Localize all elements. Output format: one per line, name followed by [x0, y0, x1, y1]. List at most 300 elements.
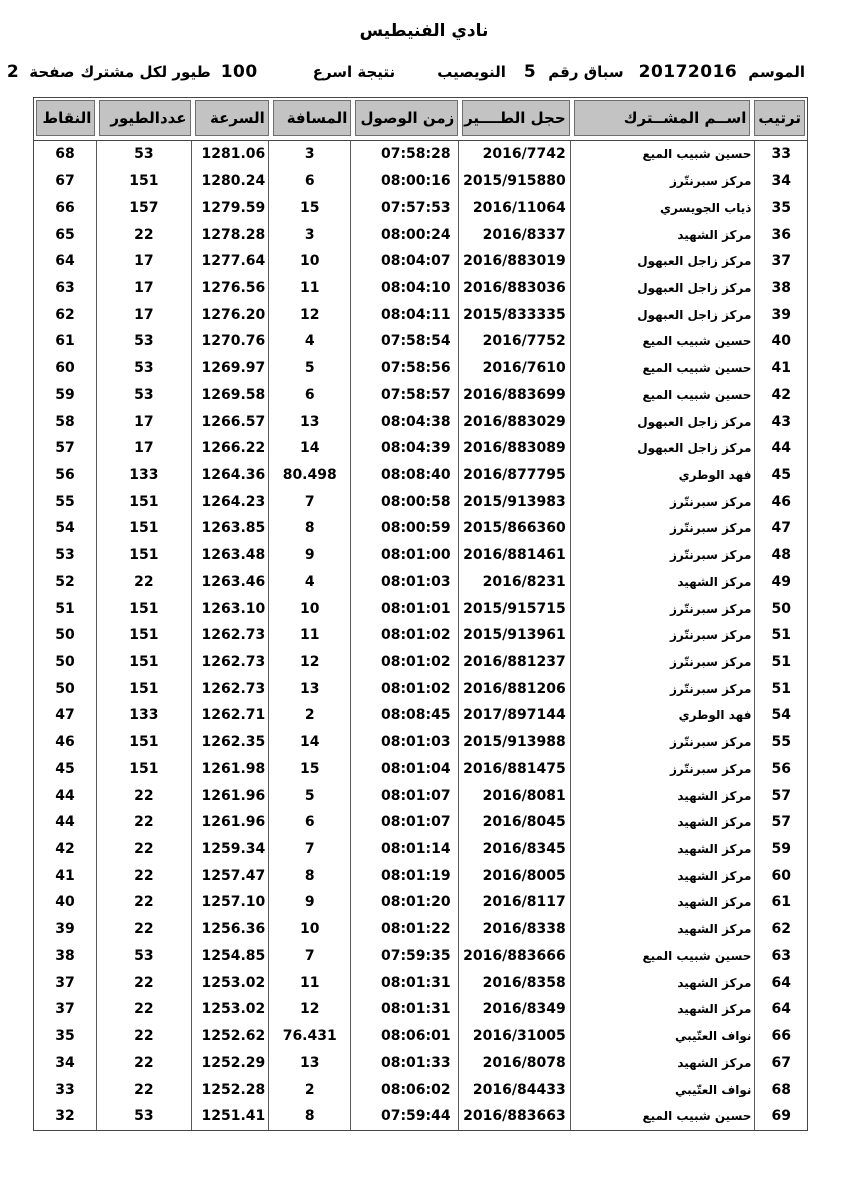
- cell-time: 08:01:19: [350, 862, 457, 889]
- cell-points: 45: [55, 760, 75, 777]
- cell-ring: 2015/833335: [458, 301, 570, 328]
- cell-speed: 1266.22: [191, 435, 268, 462]
- cell-speed: 1251.41: [191, 1103, 268, 1130]
- cell-name: مركز الشهيد: [570, 1049, 755, 1076]
- cell-rank: 33: [754, 141, 807, 168]
- cell-time: 08:08:45: [350, 702, 457, 729]
- table-row: [34, 1076, 807, 1103]
- cell-points: 34: [55, 1054, 75, 1071]
- cell-ring: 2016/883663: [458, 1103, 570, 1130]
- cell-speed: 1262.35: [191, 729, 268, 756]
- cell-ring: 2016/883699: [458, 381, 570, 408]
- cell-points: 62: [55, 306, 75, 323]
- cell-speed: 1270.76: [191, 328, 268, 355]
- cell-rank: 64: [754, 969, 807, 996]
- cell-birds: 22: [96, 809, 191, 836]
- cell-name: مركز الشهيد: [570, 221, 755, 248]
- cell-birds: 22: [96, 221, 191, 248]
- table-row: [34, 916, 807, 943]
- cell-distance: 8: [268, 1103, 350, 1130]
- cell-name: مركز الشهيد: [570, 569, 755, 596]
- table-row: [34, 462, 807, 489]
- table-row: [34, 301, 807, 328]
- cell-time: 07:57:53: [350, 194, 457, 221]
- cell-rank: 59: [754, 836, 807, 863]
- cell-birds: 22: [96, 1023, 191, 1050]
- cell-ring: 2016/8337: [458, 221, 570, 248]
- cell-distance: 13: [268, 408, 350, 435]
- cell-rank: 62: [754, 916, 807, 943]
- cell-ring: 2016/881237: [458, 649, 570, 676]
- cell-name: مركز سبرنتّرز: [570, 515, 755, 542]
- cell-ring: 2016/7742: [458, 141, 570, 168]
- race-number-value: 5: [523, 62, 537, 82]
- cell-time: 08:00:58: [350, 488, 457, 515]
- cell-speed: 1266.57: [191, 408, 268, 435]
- cell-points: 44: [55, 787, 75, 804]
- cell-distance: 14: [268, 729, 350, 756]
- table-row: [34, 194, 807, 221]
- cell-name: مركز سبرنتّرز: [570, 649, 755, 676]
- cell-name: مركز الشهيد: [570, 782, 755, 809]
- cell-speed: 1281.06: [191, 141, 268, 168]
- cell-ring: 2016/11064: [458, 194, 570, 221]
- cell-rank: 42: [754, 381, 807, 408]
- cell-name: مركز الشهيد: [570, 996, 755, 1023]
- race-location: النويصيب: [437, 63, 506, 81]
- cell-birds: 151: [96, 622, 191, 649]
- cell-time: 08:08:40: [350, 462, 457, 489]
- cell-distance: 9: [268, 542, 350, 569]
- cell-birds: 53: [96, 381, 191, 408]
- cell-name: مركز زاجل العبهول: [570, 248, 755, 275]
- cell-birds: 53: [96, 141, 191, 168]
- cell-speed: 1262.73: [191, 622, 268, 649]
- cell-time: 08:01:00: [350, 542, 457, 569]
- cell-distance: 7: [268, 943, 350, 970]
- column-header-time: زمن الوصول: [355, 100, 458, 136]
- cell-time: 08:06:02: [350, 1076, 457, 1103]
- cell-name: حسين شبيب الميع: [570, 381, 755, 408]
- cell-rank: 56: [754, 756, 807, 783]
- cell-time: 08:01:02: [350, 649, 457, 676]
- table-body: [33, 141, 808, 1131]
- column-header-birds: عددالطيور: [99, 100, 190, 136]
- table-row: [34, 435, 807, 462]
- cell-time: 08:04:10: [350, 275, 457, 302]
- cell-ring: 2015/866360: [458, 515, 570, 542]
- table-row: [34, 221, 807, 248]
- cell-speed: 1269.97: [191, 355, 268, 382]
- cell-name: فهد الوطري: [570, 462, 755, 489]
- cell-rank: 54: [754, 702, 807, 729]
- cell-rank: 44: [754, 435, 807, 462]
- cell-speed: 1261.96: [191, 809, 268, 836]
- cell-name: مركز الشهيد: [570, 889, 755, 916]
- cell-points: 50: [55, 680, 75, 697]
- race-info-line: [6, 62, 805, 82]
- cell-name: مركز سبرنتّرز: [570, 675, 755, 702]
- cell-points: 46: [55, 734, 75, 751]
- cell-name: حسين شبيب الميع: [570, 943, 755, 970]
- cell-points: 68: [55, 146, 75, 163]
- cell-time: 07:58:54: [350, 328, 457, 355]
- cell-speed: 1278.28: [191, 221, 268, 248]
- page-number: 2: [6, 62, 20, 82]
- cell-points: 32: [55, 1108, 75, 1125]
- cell-ring: 2016/8081: [458, 782, 570, 809]
- cell-time: 08:04:39: [350, 435, 457, 462]
- cell-time: 07:58:57: [350, 381, 457, 408]
- table-row: [34, 275, 807, 302]
- table-row: [34, 996, 807, 1023]
- table-row: [34, 595, 807, 622]
- cell-ring: 2016/7610: [458, 355, 570, 382]
- cell-points: 50: [55, 654, 75, 671]
- cell-speed: 1279.59: [191, 194, 268, 221]
- cell-speed: 1262.71: [191, 702, 268, 729]
- cell-ring: 2016/8005: [458, 862, 570, 889]
- cell-name: مركز زاجل العبهول: [570, 301, 755, 328]
- cell-ring: 2016/883019: [458, 248, 570, 275]
- cell-rank: 50: [754, 595, 807, 622]
- cell-time: 08:01:20: [350, 889, 457, 916]
- cell-distance: 80.498: [268, 462, 350, 489]
- cell-speed: 1252.62: [191, 1023, 268, 1050]
- cell-points: 64: [55, 253, 75, 270]
- cell-rank: 63: [754, 943, 807, 970]
- cell-rank: 64: [754, 996, 807, 1023]
- cell-ring: 2016/881475: [458, 756, 570, 783]
- cell-distance: 15: [268, 194, 350, 221]
- cell-name: مركز سبرنتّرز: [570, 542, 755, 569]
- cell-points: 52: [55, 573, 75, 590]
- cell-birds: 22: [96, 569, 191, 596]
- per-participant-label: طيور لكل مشترك: [80, 63, 211, 81]
- cell-points: 56: [55, 466, 75, 483]
- cell-distance: 12: [268, 996, 350, 1023]
- cell-ring: 2016/84433: [458, 1076, 570, 1103]
- cell-speed: 1253.02: [191, 969, 268, 996]
- cell-name: مركز زاجل العبهول: [570, 408, 755, 435]
- cell-ring: 2015/913988: [458, 729, 570, 756]
- result-type-label: نتيجة اسرع: [312, 63, 396, 81]
- cell-points: 44: [55, 814, 75, 831]
- cell-distance: 8: [268, 515, 350, 542]
- season-label: الموسم: [748, 63, 805, 81]
- cell-distance: 7: [268, 488, 350, 515]
- cell-time: 08:04:07: [350, 248, 457, 275]
- cell-rank: 60: [754, 862, 807, 889]
- cell-distance: 12: [268, 649, 350, 676]
- cell-time: 08:01:14: [350, 836, 457, 863]
- cell-time: 08:01:03: [350, 729, 457, 756]
- cell-birds: 151: [96, 542, 191, 569]
- cell-birds: 22: [96, 996, 191, 1023]
- cell-points: 59: [55, 386, 75, 403]
- cell-birds: 17: [96, 301, 191, 328]
- cell-speed: 1259.34: [191, 836, 268, 863]
- cell-time: 08:01:02: [350, 675, 457, 702]
- cell-name: نواف العتّيبي: [570, 1076, 755, 1103]
- cell-speed: 1276.20: [191, 301, 268, 328]
- cell-distance: 4: [268, 328, 350, 355]
- cell-distance: 4: [268, 569, 350, 596]
- cell-speed: 1264.36: [191, 462, 268, 489]
- cell-distance: 10: [268, 595, 350, 622]
- cell-ring: 2016/8345: [458, 836, 570, 863]
- cell-rank: 40: [754, 328, 807, 355]
- cell-distance: 2: [268, 702, 350, 729]
- cell-ring: 2015/913961: [458, 622, 570, 649]
- cell-birds: 151: [96, 515, 191, 542]
- cell-ring: 2015/913983: [458, 488, 570, 515]
- cell-time: 07:59:35: [350, 943, 457, 970]
- cell-rank: 57: [754, 809, 807, 836]
- table-row: [34, 836, 807, 863]
- cell-ring: 2016/881206: [458, 675, 570, 702]
- cell-points: 40: [55, 894, 75, 911]
- cell-points: 60: [55, 360, 75, 377]
- cell-points: 51: [55, 600, 75, 617]
- cell-birds: 22: [96, 889, 191, 916]
- cell-birds: 53: [96, 943, 191, 970]
- cell-time: 08:01:07: [350, 809, 457, 836]
- cell-birds: 151: [96, 649, 191, 676]
- cell-rank: 66: [754, 1023, 807, 1050]
- results-table: [33, 97, 808, 1131]
- cell-name: مركز سبرنتّرز: [570, 756, 755, 783]
- cell-rank: 48: [754, 542, 807, 569]
- table-row: [34, 702, 807, 729]
- cell-rank: 51: [754, 622, 807, 649]
- cell-ring: 2016/883036: [458, 275, 570, 302]
- cell-ring: 2016/7752: [458, 328, 570, 355]
- cell-points: 63: [55, 279, 75, 296]
- cell-birds: 53: [96, 328, 191, 355]
- cell-points: 38: [55, 947, 75, 964]
- cell-distance: 13: [268, 1049, 350, 1076]
- table-row: [34, 809, 807, 836]
- cell-ring: 2016/8045: [458, 809, 570, 836]
- table-row: [34, 1103, 807, 1130]
- cell-birds: 17: [96, 248, 191, 275]
- cell-points: 39: [55, 921, 75, 938]
- cell-birds: 133: [96, 702, 191, 729]
- cell-ring: 2017/897144: [458, 702, 570, 729]
- cell-ring: 2016/8231: [458, 569, 570, 596]
- table-row: [34, 649, 807, 676]
- cell-distance: 11: [268, 969, 350, 996]
- cell-points: 67: [55, 173, 75, 190]
- cell-distance: 9: [268, 889, 350, 916]
- cell-rank: 43: [754, 408, 807, 435]
- cell-points: 35: [55, 1028, 75, 1045]
- table-row: [34, 1049, 807, 1076]
- cell-birds: 151: [96, 168, 191, 195]
- cell-points: 61: [55, 333, 75, 350]
- cell-birds: 53: [96, 1103, 191, 1130]
- cell-name: مركز زاجل العبهول: [570, 275, 755, 302]
- column-header-speed: السرعة: [195, 100, 269, 136]
- season-value: 20172016: [638, 62, 738, 82]
- cell-points: 33: [55, 1081, 75, 1098]
- table-header-row: [33, 97, 808, 141]
- cell-time: 07:58:56: [350, 355, 457, 382]
- cell-name: مركز الشهيد: [570, 809, 755, 836]
- cell-rank: 61: [754, 889, 807, 916]
- cell-points: 53: [55, 547, 75, 564]
- table-row: [34, 889, 807, 916]
- cell-distance: 8: [268, 862, 350, 889]
- cell-distance: 7: [268, 836, 350, 863]
- table-row: [34, 141, 807, 168]
- cell-rank: 41: [754, 355, 807, 382]
- cell-points: 57: [55, 440, 75, 457]
- table-row: [34, 381, 807, 408]
- cell-birds: 53: [96, 355, 191, 382]
- club-title: نادي الفنيطيس: [359, 21, 489, 41]
- table-row: [34, 355, 807, 382]
- cell-name: مركز الشهيد: [570, 862, 755, 889]
- table-row: [34, 542, 807, 569]
- cell-name: حسين شبيب الميع: [570, 328, 755, 355]
- cell-speed: 1263.85: [191, 515, 268, 542]
- table-row: [34, 248, 807, 275]
- cell-time: 08:01:03: [350, 569, 457, 596]
- cell-time: 08:01:01: [350, 595, 457, 622]
- table-row: [34, 1023, 807, 1050]
- cell-distance: 5: [268, 782, 350, 809]
- cell-rank: 34: [754, 168, 807, 195]
- cell-time: 08:00:24: [350, 221, 457, 248]
- cell-name: فهد الوطري: [570, 702, 755, 729]
- cell-speed: 1261.96: [191, 782, 268, 809]
- cell-time: 08:01:04: [350, 756, 457, 783]
- table-row: [34, 943, 807, 970]
- table-row: [34, 569, 807, 596]
- cell-rank: 46: [754, 488, 807, 515]
- table-row: [34, 862, 807, 889]
- cell-points: 65: [55, 226, 75, 243]
- cell-speed: 1252.29: [191, 1049, 268, 1076]
- cell-rank: 51: [754, 649, 807, 676]
- cell-distance: 10: [268, 916, 350, 943]
- cell-ring: 2016/8338: [458, 916, 570, 943]
- cell-time: 08:01:33: [350, 1049, 457, 1076]
- cell-speed: 1262.73: [191, 675, 268, 702]
- cell-name: حسين شبيب الميع: [570, 355, 755, 382]
- cell-distance: 14: [268, 435, 350, 462]
- cell-distance: 13: [268, 675, 350, 702]
- table-row: [34, 622, 807, 649]
- cell-name: مركز الشهيد: [570, 836, 755, 863]
- cell-distance: 3: [268, 141, 350, 168]
- cell-time: 08:04:11: [350, 301, 457, 328]
- cell-ring: 2016/8349: [458, 996, 570, 1023]
- cell-time: 08:01:07: [350, 782, 457, 809]
- cell-rank: 51: [754, 675, 807, 702]
- cell-birds: 22: [96, 969, 191, 996]
- cell-time: 08:01:31: [350, 969, 457, 996]
- table-row: [34, 168, 807, 195]
- cell-points: 37: [55, 974, 75, 991]
- cell-ring: 2015/915715: [458, 595, 570, 622]
- column-header-distance: المسافة: [273, 100, 352, 136]
- cell-points: 55: [55, 493, 75, 510]
- cell-rank: 67: [754, 1049, 807, 1076]
- cell-speed: 1269.58: [191, 381, 268, 408]
- cell-rank: 57: [754, 782, 807, 809]
- cell-birds: 151: [96, 595, 191, 622]
- cell-speed: 1256.36: [191, 916, 268, 943]
- cell-speed: 1261.98: [191, 756, 268, 783]
- table-row: [34, 729, 807, 756]
- cell-ring: 2016/883089: [458, 435, 570, 462]
- cell-ring: 2015/915880: [458, 168, 570, 195]
- cell-rank: 55: [754, 729, 807, 756]
- cell-rank: 38: [754, 275, 807, 302]
- cell-rank: 39: [754, 301, 807, 328]
- cell-rank: 69: [754, 1103, 807, 1130]
- cell-speed: 1262.73: [191, 649, 268, 676]
- cell-birds: 151: [96, 756, 191, 783]
- cell-points: 42: [55, 841, 75, 858]
- cell-ring: 2016/877795: [458, 462, 570, 489]
- table-row: [34, 969, 807, 996]
- cell-points: 41: [55, 867, 75, 884]
- cell-time: 07:58:28: [350, 141, 457, 168]
- cell-name: نواف العتّيبي: [570, 1023, 755, 1050]
- cell-birds: 22: [96, 1049, 191, 1076]
- cell-ring: 2016/8117: [458, 889, 570, 916]
- cell-ring: 2016/883666: [458, 943, 570, 970]
- cell-distance: 15: [268, 756, 350, 783]
- cell-name: مركز سبرنتّرز: [570, 595, 755, 622]
- cell-rank: 47: [754, 515, 807, 542]
- cell-speed: 1277.64: [191, 248, 268, 275]
- cell-name: مركز الشهيد: [570, 916, 755, 943]
- cell-birds: 151: [96, 675, 191, 702]
- table-row: [34, 408, 807, 435]
- cell-distance: 12: [268, 301, 350, 328]
- cell-time: 07:59:44: [350, 1103, 457, 1130]
- column-header-name: اســم المشــترك: [574, 100, 751, 136]
- cell-points: 50: [55, 627, 75, 644]
- table-row: [34, 328, 807, 355]
- cell-speed: 1263.10: [191, 595, 268, 622]
- cell-speed: 1257.47: [191, 862, 268, 889]
- cell-time: 08:01:22: [350, 916, 457, 943]
- cell-distance: 2: [268, 1076, 350, 1103]
- cell-rank: 35: [754, 194, 807, 221]
- cell-birds: 151: [96, 729, 191, 756]
- column-header-ring: حجل الطــــير: [462, 100, 569, 136]
- cell-time: 08:00:16: [350, 168, 457, 195]
- cell-distance: 3: [268, 221, 350, 248]
- cell-birds: 22: [96, 836, 191, 863]
- cell-birds: 151: [96, 488, 191, 515]
- cell-speed: 1280.24: [191, 168, 268, 195]
- cell-name: مركز الشهيد: [570, 969, 755, 996]
- fastest-count-value: 100: [220, 62, 258, 82]
- cell-points: 58: [55, 413, 75, 430]
- cell-speed: 1253.02: [191, 996, 268, 1023]
- cell-speed: 1263.46: [191, 569, 268, 596]
- cell-birds: 17: [96, 435, 191, 462]
- cell-time: 08:01:02: [350, 622, 457, 649]
- cell-birds: 22: [96, 916, 191, 943]
